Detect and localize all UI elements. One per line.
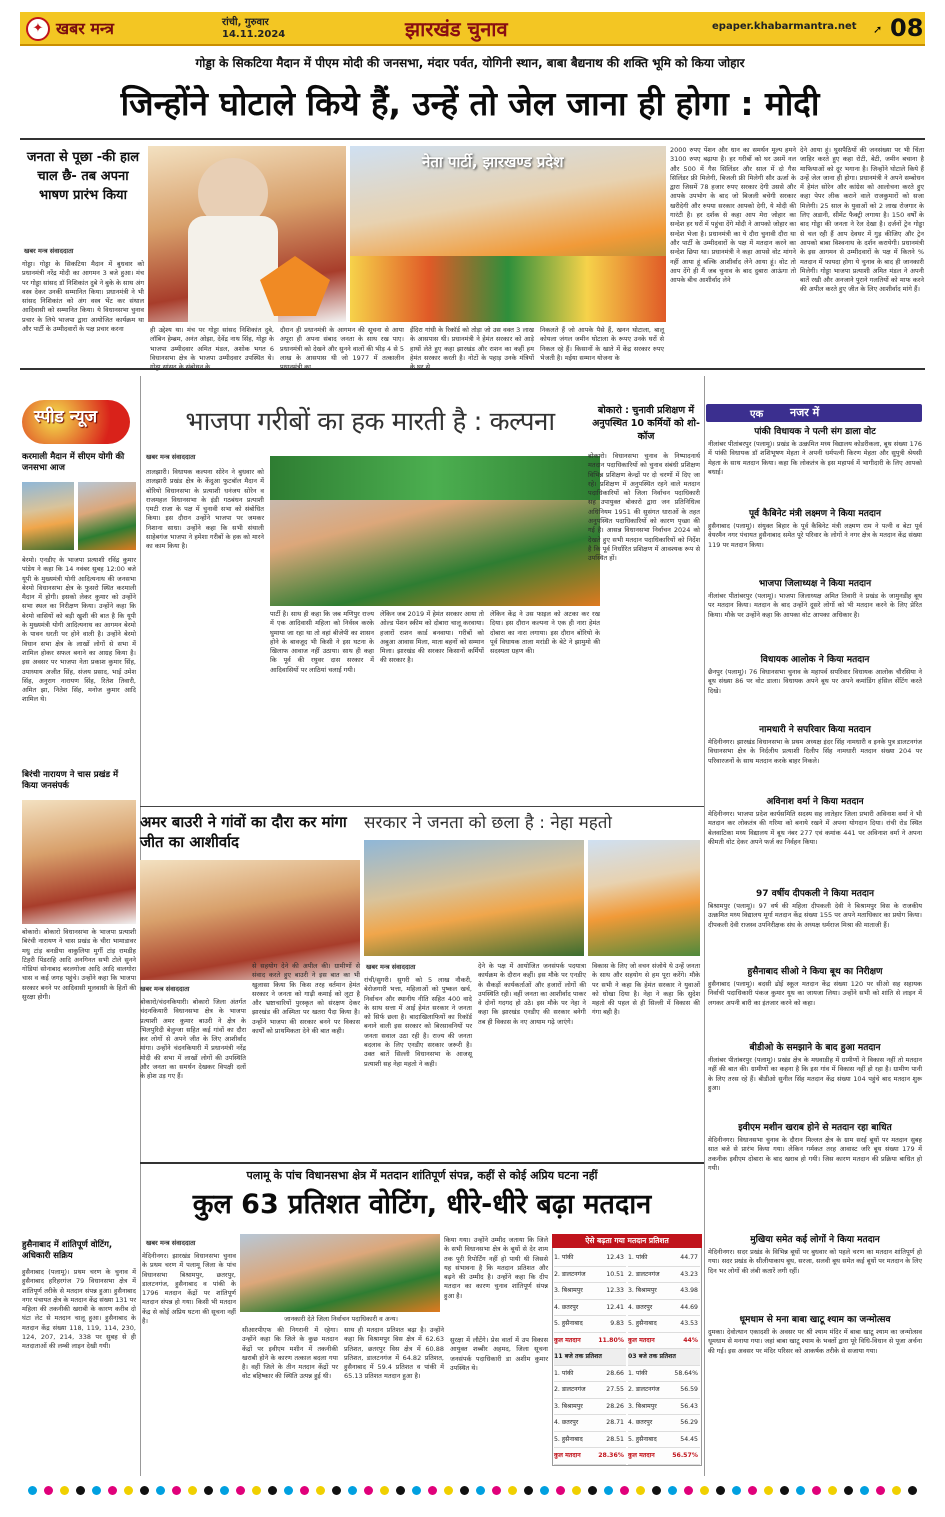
registration-dot	[796, 1486, 805, 1495]
story-column: गोड्डा। गोड्डा के सिकटिया मैदान में बुधवार को प्रधानमंत्री नरेंद्र मोदी का आगमन 3 बजे हुआ। मंच पर गोड्डा सांसद डॉ निशिकांत दुबे ने बुके के साथ अंग वस्त्र देकर उनकी सम्मानित किया। प्रधानमंत्री ने भी सांसद निशिकांत को अंग वस्त्र भेंट कर संथाल आदिवासी को सम्मानित किया। ये विधानसभा चुनाव प्रचार के लिये भाजपा द्वारा आयोजित कार्यक्रम था और पार्टी के उम्मीदवारों के पक्ष प्रचार करना	[22, 260, 144, 334]
turnout-value: 43.98	[680, 1287, 698, 1294]
turnout-value: 44%	[683, 1336, 698, 1344]
registration-dot	[92, 1486, 101, 1495]
turnout-label: 1. पांकी	[554, 1254, 574, 1261]
registration-dot	[780, 1486, 789, 1495]
registration-dot	[332, 1486, 341, 1495]
turnout-row	[554, 1432, 626, 1449]
registration-dot	[476, 1486, 485, 1495]
turnout-value: 56.29	[680, 1419, 698, 1426]
turnout-row	[554, 1283, 626, 1300]
registration-dot	[844, 1486, 853, 1495]
registration-dot	[588, 1486, 597, 1495]
story-column: सीआरपीएफ की निगरानी में रहेगा। उन्होंने कहा कि जिले के कुछ मतदान केंद्रों पर इवीएम मशीन में तकनीकी खराबी होने के कारण तत्काल बदला गया है। वहीं जिले के तीन मतदान केंद्रों पर वोट बहिष्कार की स्थिति उत्पन्न हुई थी।	[242, 1326, 338, 1381]
side-text: बोकारो। बोकारो विधानसभा के भाजपा प्रत्याशी बिरंची नारायण ने चास प्रखंड के चीरा भामाडावर मधु टांड़ बनडीया वाकुलिया मुर्गी टांड़ रामडीह टिहरी पिंडराहि आदि अनगिनत सभी टोले सुनने गोडियां सोनाबाद बरलगोजा आदि आदि वालगोरा चास व कई जगह पहुंचे। उन्होंने कहा कि भाजपा सरकार बनने पर आदिवासी मूलवासी के हितों की सुरक्षा होगी।	[22, 928, 136, 1002]
modi-photo	[148, 146, 346, 322]
nazar-item-headline: भाजपा जिलाध्यक्ष ने किया मतदान	[758, 579, 872, 589]
registration-dot	[396, 1486, 405, 1495]
turnout-label: 3. बिश्रामपुर	[628, 1287, 657, 1294]
side-headline: हुसैनाबाद में शांतिपूर्ण वोटिंग, अधिकारी सक्रिय	[22, 1240, 113, 1261]
divider	[140, 806, 704, 807]
registration-dot	[764, 1486, 773, 1495]
turnout-value: 44.77	[680, 1254, 698, 1261]
turnout-table-title: ऐसे बढ़ता गया मतदान प्रतिशत	[552, 1234, 702, 1248]
registration-dot	[524, 1486, 533, 1495]
turnout-label: 4. छतरपुर	[628, 1303, 653, 1311]
registration-dot	[572, 1486, 581, 1495]
registration-dot	[492, 1486, 501, 1495]
turnout-row	[554, 1250, 626, 1267]
story-column: दौरान ही प्रधानमंत्री के आगमन की सूचना से आया अपूरा ही अपना संबाद जनता के साथ रख पाए। प्रधानमंत्री को देखने और सुनने वालों की भीड़ 4 से 5 लाख के आसपास थी जो 1977 में तत्कालीन	[280, 326, 404, 362]
nazar-item-headline: हुसैनाबाद सीओ ने किया बूथ का निरीक्षण	[747, 967, 883, 977]
turnout-label: 4. छतरपुर	[554, 1419, 579, 1426]
top-story-subhead: जनता से पूछा -की हाल चाल छै- तब अपना भाषण प्रारंभ किया	[26, 150, 140, 203]
story-column: 2000 रुपए पेंशन और धान का समर्थन मूल्य हमने 3100 रुपए बढ़ाया है। हर गरीबों को घर उसमें नल और 500 में गैस सिलिंडर और साल में दो गैस सिलिंडर फ्री मिलेगी, बिजली फ्री मिलेगी सौर ऊर्जा के द्वारा जिसमें 78 हजार रुपए सरकार देगी उससे और आपके उपभोग के बाद जो बिजली बचेगी सरकार खरीदेगी और रुपया सरकार आपको देगी, ये मोदी की गारंटी है। हर दर्शक से कहा आप मेरा जोहार का सन्देश हर घरों में पहुंचा देंगे मोदी ने आपको जोहार का सन्देश भेजा है। प्रधानमंत्री का ये दौरा चुनावी दौरा था और पार्टी के उम्मीदवारों के पक्ष में मतदान करने का सन्देश छिपा था। प्रधानमंत्री ने कहा आपसे वोट मांगने नहीं आया हूं बल्कि आशीर्वाद लेने आया हूं। वोट तो आप देंगे ही मैं जब चुनाव के बाद दुबारा आऊंगा तो आपके बीच आशीर्वाद लेने	[670, 146, 796, 285]
registration-dot	[380, 1486, 389, 1495]
turnout-label: 1. पांकी	[628, 1369, 648, 1377]
side-text: हुसैनाबाद (पलामू)। प्रथम चरण के चुनाव में हुसैनाबाद हरिहरगंज 79 विधानसभा क्षेत्र में शांतिपूर्ण तरीके से मतदान संपन्न हुआ। हुसैनाबाद नगर पंचायत क्षेत्र के मतदान केंद्र संख्या 131 पर महिला की तकनीकी खराबी के कारण करीब दो घंटा लेट से मतदान चालू हुआ। हुसैनाबाद के मतदान केंद्र संख्या 118, 119, 114, 230, 124, 207, 214, 338 पर सुबह से ही मतदाताओं की लम्बी लाइन देखी गयी।	[22, 1268, 136, 1351]
registration-dot	[204, 1486, 213, 1495]
registration-dot	[348, 1486, 357, 1495]
turnout-row	[554, 1333, 626, 1350]
nazar-item-headline: 97 वर्षीय दीपकली ने किया मतदान	[756, 889, 874, 899]
neha-photo	[364, 840, 584, 956]
registration-dot	[140, 1486, 149, 1495]
photo-banner-text: नेता पार्टी, झारखण्ड प्रदेश	[422, 153, 564, 171]
section-title: झारखंड चुनाव	[405, 17, 508, 41]
divider	[704, 376, 705, 1476]
byline: खबर मन्त्र संवाददाता	[146, 453, 196, 461]
turnout-label: 5. हुसैनाबाद	[554, 1435, 583, 1443]
turnout-row	[628, 1448, 700, 1465]
turnout-label: 2. डालटनगंज	[628, 1386, 660, 1393]
turnout-value: 10.51	[606, 1270, 624, 1278]
turnout-row	[628, 1432, 700, 1449]
registration-dot	[172, 1486, 181, 1495]
registration-dot	[60, 1486, 69, 1495]
registration-dot	[252, 1486, 261, 1495]
turnout-value: 9.83	[610, 1320, 624, 1327]
registration-dot	[892, 1486, 901, 1495]
turnout-value: 12.33	[606, 1287, 624, 1294]
turnout-value: 56.59	[680, 1386, 698, 1393]
turnout-row	[554, 1448, 626, 1465]
turnout-row	[554, 1349, 626, 1366]
turnout-row	[628, 1382, 700, 1399]
palamu-headline: कुल 63 प्रतिशत वोटिंग, धीरे-धीरे बढ़ा मतदान	[192, 1189, 652, 1220]
neha-headline: सरकार ने जनता को छला है : नेहा महतो	[364, 813, 612, 833]
turnout-row	[554, 1382, 626, 1399]
turnout-value: 27.55	[606, 1386, 624, 1393]
nazar-item-text: नीलांबर पीतांबरपुर (पलामू)। भाजपा जिलाध्यक्ष अमित तिवारी ने प्रखंड के जामुनडीह बूथ पर मतदान किया। मतदान के बाद उन्होंने दूसरे लोगों को भी मतदान करने के लिए प्रेरित किया। मौके पर उन्होंने कहा कि आपका वोट आपका अधिकार है।	[708, 592, 922, 619]
side-headline: करमाली मैदान में सीएम योगी की जनसभा आज	[22, 452, 125, 473]
registration-dot	[268, 1486, 277, 1495]
turnout-row	[628, 1300, 700, 1317]
turnout-label: 03 बजे तक प्रतिशत	[628, 1353, 676, 1360]
turnout-value: 44.69	[680, 1303, 698, 1311]
registration-dot	[812, 1486, 821, 1495]
nazar-item-text: बिश्रामपुर (पलामू)। 97 वर्ष की महिला दीपकली देवी ने बिश्रामपुर विस के राजकीय उत्क्रमित मध्य विद्यालय मूर्गा मतदान केंद्र संख्या 155 पर अपने मताधिकार का प्रयोग किया। दीपकली देवी राजस्व उपनिरीक्षक संघ के अध्यक्ष धर्मराज मिश्रा की माताजी हैं।	[708, 902, 922, 929]
registration-dot	[412, 1486, 421, 1495]
registration-dot	[76, 1486, 85, 1495]
nazar-item-text: मेदिनीनगर। झारखंड विधानसभा के प्रथम अध्यक्ष इंदर सिंह नामधारी व इनके पुत्र डालटनगंज विधानसभा क्षेत्र के निर्दलीय प्रत्याशी दिलीप सिंह नामधारी मतदान संख्या 204 पर परिवारजनों के साथ मतदान करके बाहर निकले।	[708, 738, 922, 765]
turnout-label: 4. छतरपुर	[554, 1303, 579, 1311]
turnout-value: 12.41	[606, 1303, 624, 1311]
kalpana-photo	[270, 456, 600, 606]
registration-dot	[300, 1486, 309, 1495]
top-story-kicker: गोड्डा के सिकटिया मैदान में पीएम मोदी की जनसभा, मंदार पर्वत, योगिनी स्थान, बाबा बैद्यनाथ की शक्ति भूमि को किया जोहार	[195, 56, 745, 70]
news-photo	[78, 482, 136, 550]
story-column: पार्टी है। साथ ही कहा कि जब मणिपुर राज्य में एक आदिवासी महिला को निर्वस्त्र करके घुमाया जा रहा था तो वहां बीजेपी का शासन होने के बावजूद भी किसी ने इस घटना के खिलाफ आवाज नहीं उठाया। साथ ही कहा कि पूर्व की रघुवर दास सरकार में आदिवासियों पर लाठियां चलाई गयी।	[270, 610, 374, 674]
turnout-value: 56.43	[680, 1402, 698, 1410]
turnout-row	[628, 1283, 700, 1300]
neha-photo-2	[588, 840, 700, 956]
story-column: तालझारी। विधायक कल्पना सोरेन ने बुधवार को तालझारी प्रखंड क्षेत्र के केंदुआ फुटबॉल मैदान में बोरियो विधानसभा के प्रत्याशी धनंजय सोरेन व राजमहल विधानसभा के इंडी गठबंधन प्रत्याशी एमटी राजा के पक्ष में चुनावी सभा को संबोधित किया। इस दौरान उन्होंने भाजपा पर जमकर निशाना साधा। उन्होंने कहा कि सभी संथाली साहेबगंज भाजपा ने हमेशा गरीबों के हक को मारने का काम किया है।	[146, 468, 264, 551]
nazar-item-text: छैनपुर (पलामू)। 76 विधानसभा चुनाव के महापर्व सपरिवार विधायक आलोक चौरसिया ने बूथ संख्या 86 पर वोट डाला। विधायक अपने बूथ पर अपने कमांडिंग हंसिल सेंटिंग करते दिखे।	[708, 668, 922, 695]
nazar-item-headline: विधायक आलोक ने किया मतदान	[760, 655, 870, 665]
registration-dot	[124, 1486, 133, 1495]
nazar-item-headline: नामधारी ने सपरिवार किया मतदान	[759, 725, 871, 735]
turnout-row	[554, 1399, 626, 1416]
registration-dot	[620, 1486, 629, 1495]
registration-dot	[444, 1486, 453, 1495]
registration-dot	[220, 1486, 229, 1495]
registration-dot	[540, 1486, 549, 1495]
registration-dot	[700, 1486, 709, 1495]
nazar-item-headline: इवीएम मशीन खराब होने से मतदान रहा बाधित	[738, 1123, 892, 1133]
nazar-item-text: हुसैनाबाद (पलामू)। बदसी ढोई स्कूल मतदान केंद्र संख्या 120 पर सीओ सह सहायक निर्वाची पदाधिकारी पंकज कुमार यूथ का जायजा लिया। उन्होंने सभी को शांति से लाइन में लगकर अपनी बारी का इंतजार करने को कहा।	[708, 980, 922, 1007]
byline: खबर मन्त्र संवाददाता	[146, 1239, 196, 1247]
nazar-item-headline: मुखिया समेत कई लोगों ने किया मतदान	[750, 1235, 880, 1245]
turnout-row	[554, 1316, 626, 1333]
story-column: सुरक्षा में लौटेंगे। प्रेस वार्ता में उप विकास आयुक्त शब्बीर अहमद, जिला सूचना जनसंपर्क पदाधिकारी डा अशीम कुमार उपस्थित थे।	[450, 1336, 548, 1372]
turnout-label: 1. पांकी	[628, 1254, 648, 1261]
divider	[20, 368, 925, 370]
story-column: ईंदिरा गांधी के रिकॉर्ड को तोड़ा जो उस वक्त 3 लाख के आसपास थी। प्रधानमंत्री ने हेमंत सरकार को आड़े हाथों लेते हुए कहा झारखंड और राशन का कहीं हम हेमंत सरकार करती है। नोटों के पहाड़ उनके मंत्रियों	[410, 326, 534, 362]
nazar-item-text: मेदिनीनगर। विधानसभा चुनाव के दौरान मिल्लत क्षेत्र के ग्राम सरई बूथों पर मतदान सुबह सात बजे से प्रारंभ किया गया। लेकिन गर्मकत तरह आवास्ट जरि बूथ संख्या 179 में तकनीक इवीएम दोबारा के बाद खराब हो गयी। जिस कारण मतदान की प्रक्रिया बाधित हो गयी।	[708, 1136, 922, 1172]
turnout-row	[628, 1267, 700, 1284]
nazar-item-headline: धूमधाम से मना बाबा खाटू श्याम का जन्मोत्सव	[739, 1315, 891, 1325]
nazar-item-headline: पांकी विधायक ने पत्नी संग डाला वोट	[754, 427, 876, 437]
turnout-label: कुल मतदान	[554, 1452, 581, 1459]
rally-photo	[350, 146, 666, 322]
nazar-item-text: हुसैनाबाद (पलामू)। संयुक्त बिहार के पूर्व कैबिनेट मंत्री लक्ष्मण राम ने पत्नी व बेटा पूर्व वेयरमैन नगर पंचायत हुसैनाबाद समेत पूरे परिवार के लोगों ने नगर क्षेत्र के मतदान केंद्र संख्या 119 पर मतदान किया।	[708, 522, 922, 549]
story-column: देने आया हूं। घुसपैठियों की जनसंख्या पर भी चिंता जाहिर करते हुए कहा रोटी, बेटी, जमीन बचाना है माफियाओं को दूर भगाना है। जिन्होंने घोटाले किये हैं उन्हें जेल जाना ही होगा। प्रधानमंत्री ने अपने सम्बोधन में हेमंत सोरेन और कांग्रेस को आलोचना करते हुए कहा पेपर लीक कराने वाले राजकुमारों को सजा मिलेगी। 25 साल के युवाओं को 2 लाख रोजगार के लिए अडानी, सीमेंट फैक्ट्री लगाया है। 150 वर्षों के बाद गोड्डा की जनता ने रेल देखा है। दर्जनों ट्रेन गोड्डा से चल रही हैं आप देवघर में गुड़ कीजिए और ट्रेन आपको बाबा विश्वनाथ के दर्शन करायेगी। प्रधानमंत्री के इस आगमन से उम्मीदवारों के पक्ष में कितने % मतदान में फायदा होगा ये चुनाव के बाद ही जानकारी मिलेगी। गोड्डा भाजपा प्रत्याशी अमित मंडल ने अपनी बातें रखी और अनजाने पुराने गलतियों को माफ करने की अपील करते हुए जीत के लिए आशीर्वाद मांगे हैं।	[800, 146, 924, 294]
turnout-label: 3. बिश्रामपुर	[554, 1287, 583, 1294]
registration-dot	[364, 1486, 373, 1495]
registration-dot	[556, 1486, 565, 1495]
registration-dot	[428, 1486, 437, 1495]
masthead-city: रांची, गुरुवार	[222, 17, 269, 28]
cursor-icon: ➚	[873, 23, 883, 36]
turnout-value: 43.53	[680, 1320, 698, 1327]
amar-headline: अमर बाउरी ने गांवों का दौरा कर मांगा जीत का आशीर्वाद	[140, 813, 347, 851]
story-column: लेकिन केंद्र ने उस फाइल को अटका कर रख दिया। इस दौरान कल्पना ने एक ही नारा हेमंत दोबारा का नारा लगाया। इस दौरान बोरियो के पूर्व विधायक ताला मरांडी के बेटे ने झामुमो की सदस्यता ग्रहण की।	[490, 610, 600, 656]
turnout-value: 12.43	[606, 1254, 624, 1261]
nazar-item-text: नीलांबर पीतांबरपुर (पलामू)। प्रखंड क्षेत्र के मधवाडीह में ग्रामीणों ने विकास नहीं तो मतदान नहीं की बात की। ग्रामीणों का कहना है कि इस गांव में विकास नहीं हो रहा है। ग्रामीण पानी के लिए तरस रहे हैं। बीडीओ सुनील सिंह मतदान केंद्र संख्या 104 पहुंचे बाद मतदान शुरू हुआ।	[708, 1056, 922, 1092]
registration-dot	[684, 1486, 693, 1495]
nazar-item-text: मेदिनीनगर। सदर प्रखंड के विभिन्न बूथों पर बुधवार को पहले चरण का मतदान शांतिपूर्ण हो गया। सदर प्रखंड के सीलीयाकाय बूथ, सरजा, सलवी बूथ समेत कई बूथों पर मतदान के लिए दिन भर लोगों की लंबी कतारें लगी रहीं।	[708, 1248, 922, 1275]
turnout-label: 2. डालटनगंज	[628, 1270, 660, 1278]
byline: खबर मन्त्र संवाददाता	[140, 985, 190, 993]
turnout-label: 2. डालटनगंज	[554, 1386, 586, 1393]
turnout-value: 54.45	[680, 1435, 698, 1443]
turnout-label: 2. डालटनगंज	[554, 1270, 586, 1278]
registration-dot	[108, 1486, 117, 1495]
story-column: मेदिनीनगर। झारखंड विधानसभा चुनाव के प्रथम चरण में पलामू जिला के पांच विधानसभा बिश्रामपुर, छतरपुर, डालटनगंज, हुसैनाबाद व पांकी के 1796 मतदान केंद्रों पर शांतिपूर्ण मतदान संपन्न हो गया। किसी भी मतदान केंद्र से कोई अप्रिय घटना की सूचना नहीं है।	[142, 1252, 236, 1326]
palamu-kicker: पलामू के पांच विधानसभा क्षेत्र में मतदान शांतिपूर्ण संपन्न, कहीं से कोई अप्रिय घटना नहीं	[246, 1169, 598, 1182]
registration-dot	[668, 1486, 677, 1495]
registration-dot	[188, 1486, 197, 1495]
turnout-label: कुल मतदान	[554, 1336, 581, 1344]
turnout-label: 3. बिश्रामपुर	[554, 1402, 583, 1410]
turnout-label: कुल मतदान	[628, 1452, 655, 1459]
news-photo	[22, 800, 136, 924]
registration-dot	[732, 1486, 741, 1495]
turnout-value: 43.23	[680, 1270, 698, 1278]
turnout-label: 11 बजे तक प्रतिशत	[554, 1353, 602, 1360]
registration-dot	[860, 1486, 869, 1495]
ek-nazar-title: नजर में	[790, 406, 820, 419]
turnout-label: कुल मतदान	[628, 1336, 655, 1344]
nazar-item-headline: पूर्व कैबिनेट मंत्री लक्ष्मण ने किया मतदान	[749, 509, 881, 519]
divider	[20, 138, 925, 140]
nazar-item-text: दुमका। देवोत्थान एकादशी के अवसर पर श्री श्याम मंदिर में बाबा खाटू श्याम का जन्मोत्सव धूमधाम से मनाया गया। जहां बाबा खाटू श्याम के भक्तों द्वारा पूरे विधि-विधान से पूजा अर्चना की गई। इस अवसर पर मंदिर परिसर को आकर्षक तरीके से सजाया गया।	[708, 1328, 922, 1355]
registration-dot	[716, 1486, 725, 1495]
turnout-label: 1. पांकी	[554, 1369, 574, 1377]
registration-dot	[652, 1486, 661, 1495]
turnout-row	[628, 1316, 700, 1333]
turnout-value: 56.57%	[672, 1452, 698, 1459]
registration-dot	[460, 1486, 469, 1495]
registration-dot	[876, 1486, 885, 1495]
turnout-row	[628, 1399, 700, 1416]
ek-nazar-label: एक	[750, 409, 764, 420]
registration-dot	[828, 1486, 837, 1495]
byline: खबर मन्त्र संवाददाता	[366, 963, 416, 971]
registration-dot	[44, 1486, 53, 1495]
registration-dot	[604, 1486, 613, 1495]
divider	[140, 1162, 704, 1164]
turnout-value: 11.80%	[598, 1336, 624, 1344]
registration-dot	[28, 1486, 37, 1495]
story-column: निकलते हैं जो आपके पैसे हैं, खनन घोटाला, बालू कोयला जंगल जमीन घोटाला के रूपए उनके घरों से निकल रहे हैं। किसानों के खाते में केंद्र सरकार रुपए भेजती है। मईया सम्मान योजना के	[540, 326, 664, 362]
turnout-row	[628, 1349, 700, 1366]
registration-dot	[236, 1486, 245, 1495]
turnout-value: 28.26	[606, 1402, 624, 1410]
website-link[interactable]: epaper.khabarmantra.net	[712, 21, 857, 32]
brand-logo: ✦	[26, 17, 50, 41]
registration-dot	[908, 1486, 917, 1495]
turnout-row	[554, 1415, 626, 1432]
turnout-value: 28.36%	[598, 1452, 624, 1459]
story-column: विकास के लिए जो वचन संजोये थे उन्हें जनता के साथ और सहयोग से हम पूरा करेंगे। मौके पर सभी ने कहा कि हेमंत सरकार ने युवाओं को धोखा दिया है। नेहा ने कहा कि सुदेश महतो की पहल से ही सिल्ली में विकास की गंगा बही है।	[592, 962, 700, 1017]
masthead-date: 14.11.2024	[222, 29, 286, 40]
story-column: देने के पक्ष में आयोजित जनसंपर्क पदयात्रा कार्यक्रम के दौरान कहीं। इस मौके पर एनडीए के सैकड़ों कार्यकर्ताओं और हजारों लोगों की उपस्थिति रही। वहीं जनता का आशीर्वाद पाकर वे दोनों गदगद हो उठे। इस मौके पर नेहा ने कहा कि झारखंड एनडीए की सरकार बनेगी तब ही विकास के नए आयाम गढ़े जाएंगे।	[478, 962, 586, 1026]
page-number: 08	[890, 14, 924, 42]
story-column: रांची/सुगरी। सुगरी को 5 लाख नौकरी, बेरोजगारी भत्ता, महिलाओं को पुष्कल खर्च, निर्वाचन और स्थानीय नीति सहित 400 वादे के साथ सत्ता में आई हेमंत सरकार ने जनता को सिर्फ छला है। बादाखिलाफियों का रिकॉर्ड बनाने वाली इस सरकार को बिरसावनियों पर जनता सवाल उठा रही है। राज्य की जनता बदलाव के लिए एनडीए सरकार जरूरी है। उक्त बातें सिल्ली विधानसभा के आजसू प्रत्याशी सह नेहा महतो ने कही।	[364, 976, 472, 1068]
bokaro-headline: बोकारो : चुनावी प्रशिक्षण में अनुपस्थित 10 कर्मियों को शो-कॉज	[592, 405, 700, 442]
turnout-label: 5. हुसैनाबाद	[554, 1320, 583, 1327]
turnout-label: 5. हुसैनाबाद	[628, 1320, 657, 1327]
turnout-label: 4. छतरपुर	[628, 1419, 653, 1426]
turnout-row	[554, 1267, 626, 1284]
story-column: बोकारो। विधानसभा चुनाव के निष्पादनार्थ मतदान पदाधिकारियों को चुनाव संबंधी प्रशिक्षण विभिन्न प्रशिक्षण केन्द्रों पर दो चरणों में दिए जा रहे। प्रशिक्षण में अनुपस्थित रहने वाले मतदान पदाधिकारियों को जिला निर्वाचन पदाधिकारी सह उपायुक्त बोकारो द्वारा जन प्रतिनिधित्व अधिनियम 1951 की सुसंगत धाराओं के तहत अनुपस्थित पदाधिकारियों को कारण पृच्छा की गई है। आसन्न विधानसभा निर्वाचन 2024 को देखते हुए सभी मतदान पदाधिकारियों को निर्देश है कि पूर्व निर्धारित प्रशिक्षण में आवश्यक रूप से उपस्थित हों।	[588, 452, 700, 563]
story-column: किया गया। उन्होंने उम्मीद जताया कि जिले के सभी विधानसभा क्षेत्र के बूथों से देर शाम तक पूरी रिपोर्टिंग नहीं हो पायी थी जिससे यह संभावना है कि मतदान प्रतिशत और बढ़ने की उम्मीद है। उन्होंने कहा कि दीप मतदान का कारण चुनाव शांतिपूर्ण संपन्न हुआ है।	[444, 1236, 548, 1300]
registration-dot	[748, 1486, 757, 1495]
turnout-value: 58.64%	[674, 1369, 698, 1377]
turnout-row	[628, 1415, 700, 1432]
story-column: बोकारो/चंदनकियारी। बोकारो जिला अंतर्गत चंदनकियारी विधानसभा क्षेत्र के भाजपा प्रत्याशी अमर कुमार बाउरी ने क्षेत्र के भिलपुरिदी बेलुन्जा सहित कई गांवों का दौरा कर लोगों से अपने जीत के लिए आशीर्वाद मांगा। उन्होंने चंदनकियारी में प्रधानमंत्री नरेंद्र मोदी की सभा में लाखों लोगों की उपस्थिति और जनता का समर्थन देखकर विपक्षी दलों के होश उड़ गए हैं।	[140, 998, 246, 1081]
turnout-row	[628, 1250, 700, 1267]
turnout-row	[554, 1300, 626, 1317]
turnout-value: 28.66	[606, 1369, 624, 1377]
turnout-row	[554, 1366, 626, 1383]
nazar-item-headline: अविनाश वर्मा ने किया मतदान	[766, 797, 864, 807]
brand-name: खबर मन्त्र	[56, 19, 114, 38]
registration-dot	[284, 1486, 293, 1495]
nazar-item-text: मेदिनीनगर। भाजपा प्रदेश कार्यसमिति सदस्य सह लातेहार जिला प्रभारी अविनाश वर्मा ने भी मतदान कर लोकतंत्र की गरिमा को बनाये रखने में अपना योगदान दिया। रांची रोड स्थित बेलवाटिका मध्य विद्यालय में बूथ नंबर 277 एवं कमांक 441 पर अविनाश वर्मा ने अपना कीमती वोट देकर अपने फर्ज का निर्वहन किया।	[708, 810, 922, 846]
speed-news-label: स्पीड न्यूज	[34, 407, 98, 427]
nazar-item-headline: बीडीओ के समझाने के बाद हुआ मतदान	[749, 1043, 881, 1053]
side-text: बेरमो। एनडीए के भाजपा प्रत्याशी रविंद्र कुमार पांडेय ने कहा कि 14 नवंबर सुबह 12:00 बजे यूपी के मुख्यमंत्री योगी आदित्यनाथ की जनसभा बेरमो विधानसभा क्षेत्र के फुसरो स्थित करमाली मैदान में होगी। इसको लेकर कुमार को उन्होंने सभा स्थल का निरीक्षण किया। उन्होंने कहा कि बेरमो वासियों को बड़ी खुशी की बात है कि यूपी के मुख्यमंत्री योगी आदित्यनाथ का आगमन बेरमो के पावन धरती पर होने वाली है। उन्होंने बेरमो विधान सभा क्षेत्र के लाखों लोगों से सभा में शामिल होकर सफल बनाने का आग्रह किया है। इस अवसर पर भाजपा नेता प्रकाश कुमार सिंह, उपाध्याय अजीत सिंह, संजय प्रसाद, भाई उमेश सिंह, अनुराग नारायण सिंह, रितेश तिवारी, अमित झा, नितेश सिंह, मनोज कुमार आदि शामिल थे।	[22, 556, 136, 704]
turnout-value: 28.71	[606, 1419, 624, 1426]
story-column: से सहयोग देने की अपील की। ग्रामीणों से संवाद करते हुए बाउरी ने इस बात का भी खुलासा किया कि किस तरह वर्तमान हेमंत सरकार ने जनता को गाढ़ी कमाई को लूटा है और भ्रष्टाचारियों पुरस्कृत को संरक्षण देकर झारखंड की अस्मिता पर खतरा पैदा किया है। उन्होंने भाजपा की सरकार बनने पर विकास कार्यों को प्राथमिकता देने की बात कही।	[252, 962, 360, 1036]
story-column: साथ ही मतदान प्रतिशत बढ़ा है। उन्होंने कहा कि विश्रामपुर विस क्षेत्र में 62.63 प्रतिशत, छतरपुर विस क्षेत्र में 60.88 प्रतिशत, डालटनगंज में 64.82 प्रतिशत, हुसैनाबाद में 59.4 प्रतिशत व पांकी में 65.13 प्रतिशत मतदान हुआ है।	[344, 1326, 444, 1381]
registration-dot	[316, 1486, 325, 1495]
side-headline: बिरंची नारायण ने चास प्रखंड में किया जनसंपर्क	[22, 770, 119, 791]
turnout-row	[628, 1366, 700, 1383]
registration-dot	[508, 1486, 517, 1495]
byline: खबर मन्त्र संवाददाता	[24, 247, 74, 255]
turnout-value: 28.51	[606, 1435, 624, 1443]
story-column: लेकिन जब 2019 में हेमंत सरकार आया तो ओल्ड पेंशन स्कीम को दोबारा चालू करवाया। हजारों राशन कार्ड बनवाया। गरीबों को अबुआ आवास मिला, माता बहनों को सम्मान मिला। झारखंड की सरकार किसानों कर्मियों की सरकार है।	[380, 610, 484, 665]
top-story-headline: जिन्होंने घोटाले किये हैं, उन्हें तो जेल जाना ही होगा : मोदी	[120, 84, 820, 123]
nazar-item-text: नीलांबर पीतांबरपुर (पलामू)। प्रखंड के उत्क्रमित मध्य विद्यालय कोडरीकला, बूथ संख्या 176 में पांकी विधायक डॉ शशिभूषण मेहता ने अपनी धर्मपत्नी किरण मेहता और सुपुत्री श्रेयसी मेहता के साथ मतदान किया। कहा कि लोकतंत्र के इस महापर्व में भागीदारी के लिए आपको बधाई।	[708, 440, 922, 476]
registration-dot	[156, 1486, 165, 1495]
story-column: ही उद्देश्य था। मंच पर गोड्डा सांसद निशिकांत दुबे, लॉबिन हेम्ब्रम, अनंत ओझा, देवेंद्र नाथ सिंह, गोड्डा के भाजपा उम्मीदवार अमित मंडल, अशोक भगत 6 विधानसभा क्षेत्र के भाजपा उम्मीदवार उपस्थित थे।	[150, 326, 274, 362]
kalpana-headline: भाजपा गरीबों का हक मारती है : कल्पना	[185, 407, 555, 437]
turnout-label: 5. हुसैनाबाद	[628, 1435, 657, 1443]
news-photo	[22, 482, 74, 550]
photo-caption: जानकारी देते जिला निर्वाचन पदाधिकारी व अन्य।	[284, 1315, 398, 1323]
turnout-row	[628, 1333, 700, 1350]
registration-dot	[636, 1486, 645, 1495]
turnout-label: 3. बिश्रामपुर	[628, 1402, 657, 1410]
palamu-photo	[240, 1234, 440, 1312]
